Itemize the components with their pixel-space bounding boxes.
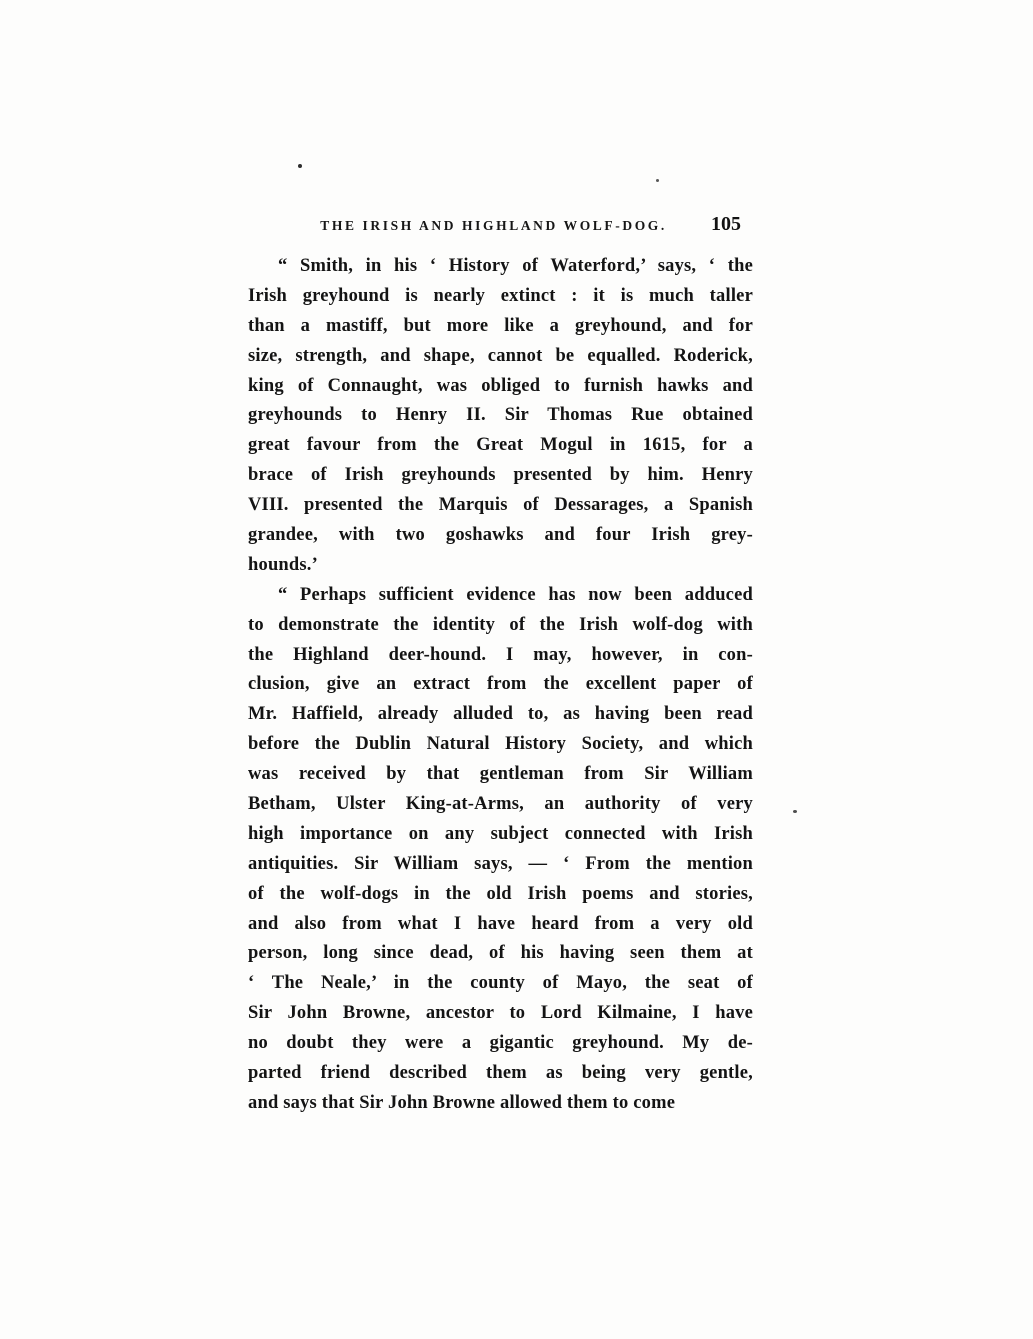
text-line: Betham, Ulster King-at-Arms, an authority of very (248, 794, 753, 815)
page-number: 105 (711, 213, 741, 235)
text-line: of the wolf-dogs in the old Irish poems and stories, (248, 883, 753, 904)
text-line: Sir John Browne, ancestor to Lord Kilmaine, I have (248, 1003, 753, 1024)
text-line: VIII. presented the Marquis of Dessarages, a Spanish (248, 495, 753, 516)
paragraph (248, 252, 753, 581)
text-line: brace of Irish greyhounds presented by him. Henry (248, 465, 753, 486)
paragraph (248, 581, 753, 1119)
scan-speck (793, 810, 797, 813)
text-line: Mr. Haffield, already alluded to, as having been read (248, 704, 753, 725)
text-line: antiquities. Sir William says, — ‘ From the mention (248, 853, 753, 874)
text-line: Irish greyhound is nearly extinct : it is much taller (248, 285, 753, 306)
text-line: size, strength, and shape, cannot be equalled. Roderick, (248, 345, 753, 366)
text-line: the Highland deer-hound. I may, however, in con- (248, 644, 753, 665)
running-header (248, 213, 753, 237)
text-line: great favour from the Great Mogul in 1615, for a (248, 435, 753, 456)
text-line: ‘ The Neale,’ in the county of Mayo, the seat of (248, 973, 753, 994)
text-line: person, long since dead, of his having seen them at (248, 943, 753, 964)
text-line: grandee, with two goshawks and four Irish grey- (248, 525, 753, 546)
text-line: than a mastiff, but more like a greyhound, and for (248, 315, 753, 336)
scan-speck (656, 179, 659, 182)
text-line: to demonstrate the identity of the Irish wolf-dog with (248, 614, 753, 635)
page-body-text (248, 252, 753, 1119)
running-title: THE IRISH AND HIGHLAND WOLF-DOG. (320, 218, 667, 233)
scan-speck (298, 164, 302, 168)
text-line: “ Perhaps sufficient evidence has now been adduced (278, 584, 753, 605)
text-line: no doubt they were a gigantic greyhound. My de- (248, 1033, 753, 1054)
text-line: high importance on any subject connected with Irish (248, 823, 753, 844)
text-line: was received by that gentleman from Sir William (248, 764, 753, 785)
text-line: parted friend described them as being very gentle, (248, 1063, 753, 1084)
text-line: hounds.’ (248, 554, 318, 575)
text-line: before the Dublin Natural History Society, and which (248, 734, 753, 755)
text-line: greyhounds to Henry II. Sir Thomas Rue obtained (248, 405, 753, 426)
text-line: clusion, give an extract from the excellent paper of (248, 674, 753, 695)
text-line: king of Connaught, was obliged to furnish hawks and (248, 375, 753, 396)
text-line: and also from what I have heard from a very old (248, 913, 753, 934)
text-line: “ Smith, in his ‘ History of Waterford,’ says, ‘ the (278, 256, 753, 276)
text-line: and says that Sir John Browne allowed them to come (248, 1092, 676, 1113)
